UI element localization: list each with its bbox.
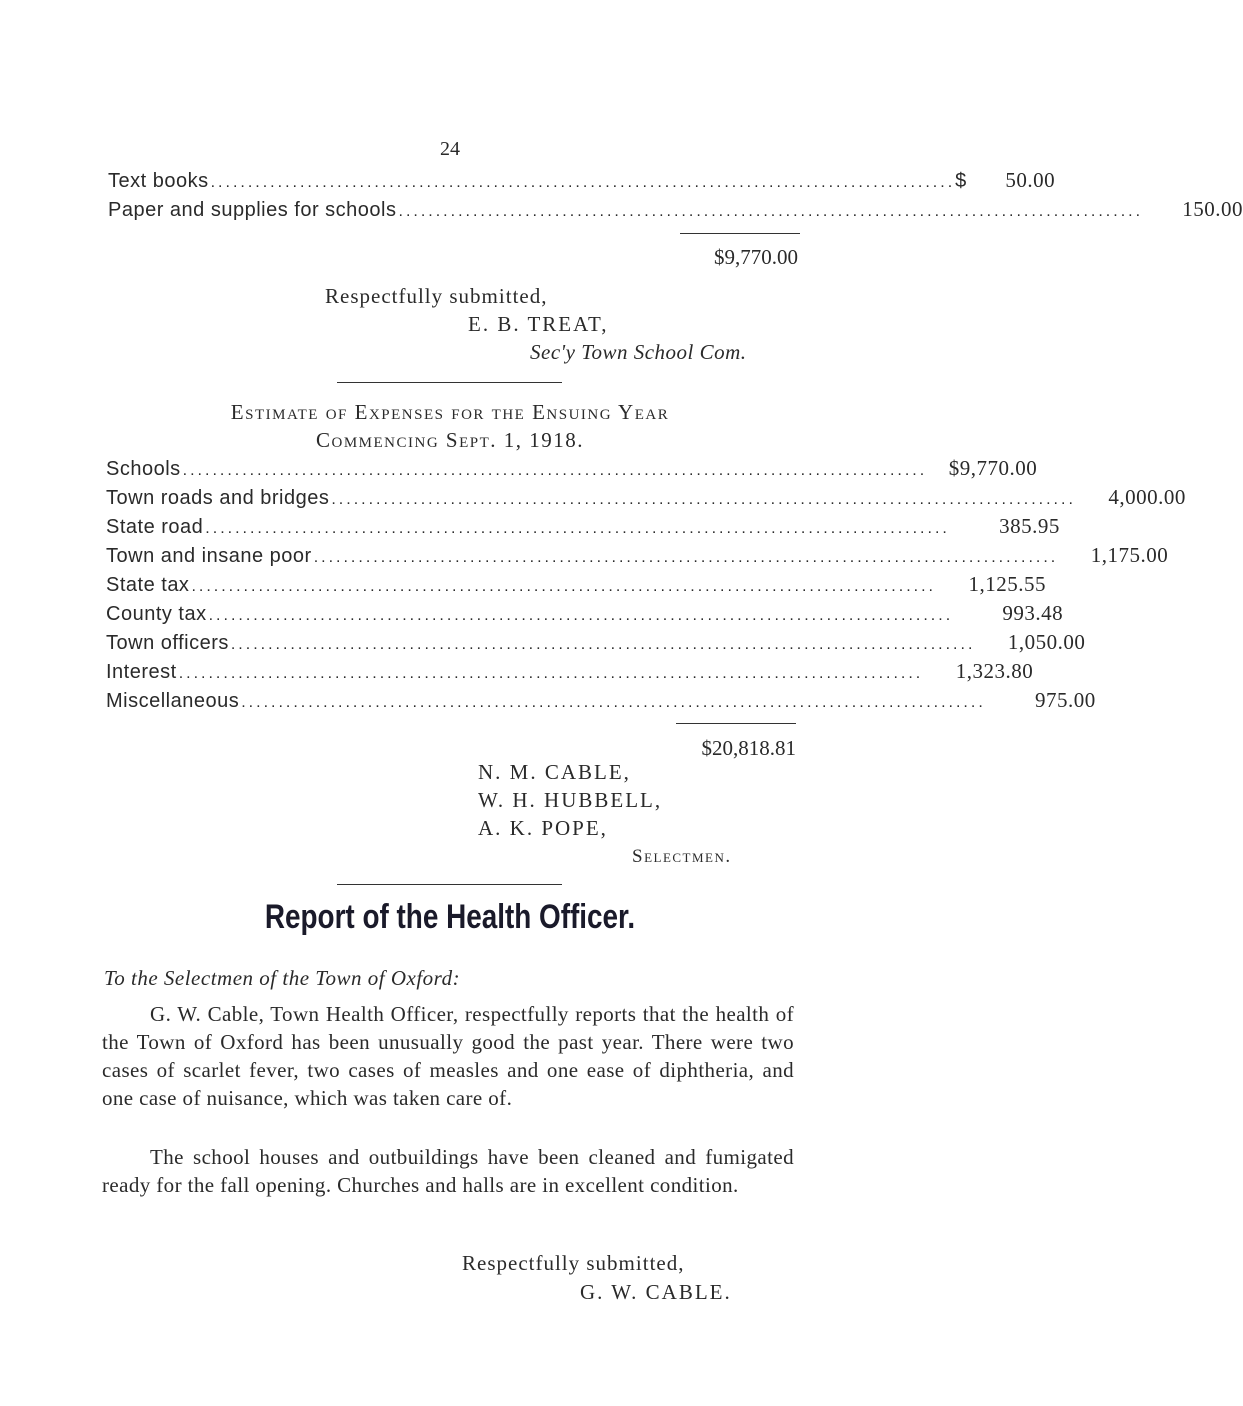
school-item-currency: $ (955, 170, 967, 192)
estimate-row (106, 514, 1060, 539)
leader-dots: .................................................................................................... (398, 203, 1144, 220)
estimate-row (106, 601, 1064, 626)
estimate-row (106, 688, 1096, 713)
estimate-row (106, 572, 1046, 597)
estimate-amount: 1,125.55 (968, 572, 1046, 596)
school-item-label: Text books (108, 170, 209, 192)
estimate-amount: 975.00 (1035, 688, 1096, 712)
estimate-label: County tax (106, 603, 207, 625)
leader-dots: .................................................................................................... (205, 520, 950, 537)
estimate-label: Interest (106, 661, 177, 683)
estimate-row (106, 456, 1038, 481)
section-divider (337, 382, 562, 383)
page-number: 24 (440, 138, 460, 160)
estimate-amount: $9,770.00 (948, 456, 1038, 480)
leader-dots: .................................................................................................... (241, 694, 986, 711)
selectmen-title: Selectmen. (632, 846, 732, 867)
school-signature-closing: Respectfully submitted, (325, 284, 548, 308)
selectman-name: W. H. HUBBELL, (478, 788, 663, 812)
school-item-label: Paper and supplies for schools (108, 199, 397, 221)
estimate-label: State road (106, 516, 204, 538)
estimate-amount: 1,175.00 (1090, 543, 1169, 567)
school-total: $9,770.00 (714, 245, 798, 269)
leader-dots: .................................................................................................... (182, 462, 928, 479)
section-divider (337, 884, 562, 885)
school-item-row (108, 197, 1243, 222)
estimate-label: State tax (106, 574, 190, 596)
school-item-amount: 150.00 (1182, 197, 1243, 221)
school-signature-name: E. B. TREAT, (468, 312, 609, 336)
leader-dots: .................................................................................................... (210, 174, 956, 191)
estimate-amount: 1,323.80 (955, 659, 1034, 683)
report-title: Report of the Health Officer. (264, 898, 636, 936)
estimate-amount: 1,050.00 (1007, 630, 1086, 654)
estimate-total: $20,818.81 (701, 736, 796, 760)
estimate-row (106, 543, 1169, 568)
report-paragraph: The school houses and outbuildings have been cleaned and fumigated ready for the fall opening. Churches and halls are in excellent condition. (102, 1145, 794, 1197)
report-salutation: To the Selectmen of the Town of Oxford: (104, 966, 461, 990)
school-signature-title: Sec'y Town School Com. (530, 340, 747, 364)
school-item-row (108, 168, 1056, 193)
selectman-name: N. M. CABLE, (478, 760, 631, 784)
estimate-label: Town and insane poor (106, 545, 312, 567)
selectman-name: A. K. POPE, (478, 816, 608, 840)
estimate-label: Miscellaneous (106, 690, 240, 712)
estimate-label: Town officers (106, 632, 229, 654)
estimate-label: Town roads and bridges (106, 487, 330, 509)
estimate-row (106, 485, 1186, 510)
report-paragraph: G. W. Cable, Town Health Officer, respectfully reports that the health of the Town of Oxford has been unusually good the past year. There were two cases of scarlet fever, two cases of measles and one ease of diphtheria, and one case of nuisance, which was taken care of. (102, 1002, 794, 1110)
estimate-row (106, 630, 1086, 655)
estimate-amount: 4,000.00 (1108, 485, 1186, 509)
estimate-heading: Estimate of Expenses for the Ensuing Year (230, 400, 670, 424)
estimate-subheading: Commencing Sept. 1, 1918. (315, 428, 585, 452)
leader-dots: .................................................................................................... (208, 607, 954, 624)
sum-rule (680, 233, 800, 234)
estimate-amount: 385.95 (999, 514, 1060, 538)
report-signature: G. W. CABLE. (580, 1280, 732, 1304)
leader-dots: .................................................................................................... (178, 665, 924, 682)
report-closing: Respectfully submitted, (462, 1251, 685, 1275)
sum-rule (676, 723, 796, 724)
leader-dots: .................................................................................................... (313, 549, 1059, 566)
estimate-label: Schools (106, 458, 181, 480)
leader-dots: .................................................................................................... (331, 491, 1076, 508)
leader-dots: .................................................................................................... (191, 578, 936, 595)
estimate-row (106, 659, 1034, 684)
estimate-amount: 993.48 (1002, 601, 1064, 625)
leader-dots: .................................................................................................... (230, 636, 976, 653)
school-item-amount: 50.00 (1005, 168, 1056, 192)
